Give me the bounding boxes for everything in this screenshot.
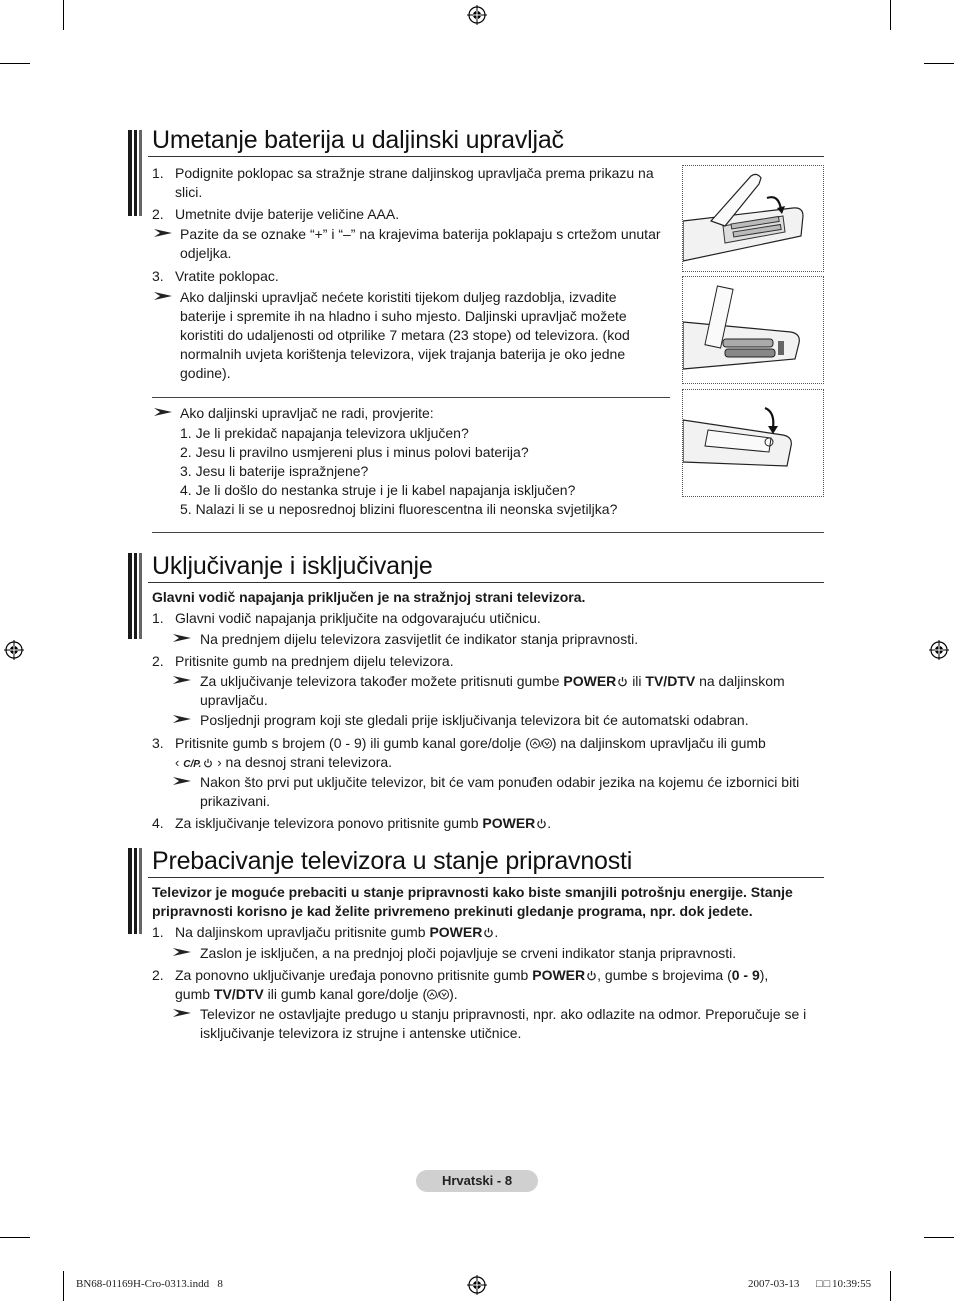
section-rule (148, 877, 824, 878)
note-arrow-icon (153, 228, 173, 238)
power-label: POWER (429, 924, 483, 940)
channel-up-down-icon (530, 738, 552, 749)
step-text-part: Za ponovno uključivanje uređaja ponovno pritisnite gumb (175, 967, 529, 983)
divider (152, 532, 824, 533)
section-bar (128, 848, 142, 934)
note-text: Zaslon je isključen, a na prednjoj ploči pojavljuje se crveni indikator stanja pripravnosti. (200, 945, 737, 961)
step-text-part: Pritisnite gumb s brojem (0 - 9) ili gumb kanal gore/dolje ( (175, 735, 530, 751)
step-text: Vratite poklopac. (175, 268, 279, 284)
step-text-part: ) na daljinskom upravljaču ili gumb (551, 735, 766, 751)
section-intro: Televizor je moguće prebaciti u stanje pripravnosti kako biste smanjili potrošnju energije. Stanje (152, 884, 793, 900)
note-text-part: Za uključivanje televizora također možete pritisnuti gumbe (200, 673, 560, 689)
section-title-batteries: Umetanje baterija u daljinski upravljač (152, 126, 564, 154)
step-number: 3. (152, 735, 164, 751)
note-text: prikazivani. (200, 793, 271, 809)
section-rule (148, 582, 824, 583)
cp-label: C/P. (183, 759, 202, 770)
section-title-power: Uključivanje i isključivanje (152, 552, 433, 580)
step-number: 2. (152, 967, 164, 983)
crop-mark (0, 1237, 30, 1238)
registration-mark-icon (929, 640, 949, 660)
step-text: Podignite poklopac sa stražnje strane daljinskog upravljača prema prikazu na (175, 165, 654, 181)
step-text-part: . (547, 815, 552, 831)
note-text: Ako daljinski upravljač nećete koristiti tijekom duljeg razdoblja, izvadite (180, 289, 617, 305)
note-arrow-icon (172, 776, 192, 786)
step-text: Glavni vodič napajanja priključite na odgovarajuću utičnicu. (175, 610, 541, 626)
registration-mark-icon (467, 5, 487, 25)
note-text: baterije i spremite ih na hladno i suho mjesto. Daljinski upravljač možete (180, 308, 627, 324)
file-slug: BN68-01169H-Cro-0313.indd 8 (76, 1278, 223, 1290)
note-text: Televizor ne ostavljajte predugo u stanju pripravnosti, npr. ako odlazite na odmor. Preporučuje se i (200, 1006, 807, 1022)
step-number: 3. (152, 268, 164, 284)
step-text (175, 734, 766, 752)
slug-date: 2007-03-13 (748, 1278, 800, 1290)
note-text: upravljaču. (200, 692, 268, 708)
note-arrow-icon (153, 407, 173, 417)
note-text: normalnih uvjeta korištenja televizora, vijek trajanja baterija je oko jedne (180, 346, 626, 362)
note-text: Nakon što prvi put uključite televizor, bit će vam ponuđen odabir jezika na kojemu će izbornici biti (200, 774, 800, 790)
note-text: Na prednjem dijelu televizora zasvijetlit će indikator stanja pripravnosti. (200, 631, 639, 647)
chevron-left-icon: ‹ (175, 755, 180, 770)
section-title-standby: Prebacivanje televizora u stanje pripravnosti (152, 847, 633, 875)
step-text: slici. (175, 184, 203, 200)
digits-label: 0 - 9 (731, 967, 760, 983)
registration-mark-icon (4, 640, 24, 660)
note-text: odjeljka. (180, 245, 232, 261)
step-text-part: Na daljinskom upravljaču pritisnite gumb (175, 924, 426, 940)
crop-mark (924, 63, 954, 64)
page-number-badge: Hrvatski - 8 (416, 1170, 538, 1192)
crop-mark (63, 1271, 64, 1301)
power-label: POWER (532, 967, 586, 983)
note-text: godine). (180, 365, 231, 381)
note-text-part: ili (632, 673, 642, 689)
tv-dtv-label: TV/DTV (645, 673, 696, 689)
section-intro: Glavni vodič napajanja priključen je na stražnjoj strani televizora. (152, 589, 586, 605)
check-item: 2. Jesu li pravilno usmjereni plus i minus polovi baterija? (180, 444, 529, 460)
note-arrow-icon (172, 675, 192, 685)
crop-mark (924, 1237, 954, 1238)
step-text-part: ili gumb kanal gore/dolje ( (267, 986, 428, 1002)
section-bar (128, 553, 142, 639)
step-text-part: . (494, 924, 499, 940)
note-text: Posljednji program koji ste gledali prije isključivanja televizora bit će automatski odabran. (200, 712, 749, 728)
svg-text:/: / (539, 739, 543, 749)
step-text: Umetnite dvije baterije veličine AAA. (175, 206, 400, 222)
step-number: 1. (152, 610, 164, 626)
crop-mark (0, 63, 30, 64)
step-text (175, 753, 392, 774)
check-item: 3. Jesu li baterije ispražnjene? (180, 463, 369, 479)
svg-text:/: / (437, 990, 440, 1000)
channel-up-down-icon (427, 989, 449, 1000)
step-text: Pritisnite gumb na prednjem dijelu televizora. (175, 653, 454, 669)
tv-dtv-label: TV/DTV (213, 986, 264, 1002)
slug-glyph: □□ (816, 1278, 832, 1290)
note-arrow-icon (172, 947, 192, 957)
slug-time: 10:39:55 (832, 1278, 872, 1290)
remote-cover-close-illustration (682, 389, 824, 497)
step-text-part: ). (449, 986, 458, 1002)
check-item: 5. Nalazi li se u neposrednoj blizini fluorescentna ili neonska svjetiljka? (180, 501, 618, 517)
chevron-right-icon: › (217, 755, 222, 770)
remote-cover-open-illustration (682, 165, 824, 272)
section-rule (148, 156, 824, 157)
step-number: 4. (152, 815, 164, 831)
note-text-part: na daljinskom (699, 673, 785, 689)
step-number: 2. (152, 653, 164, 669)
step-text (175, 966, 768, 984)
step-text-part: ), (759, 967, 769, 983)
step-text-part: na desnoj strani televizora. (225, 754, 393, 770)
crop-mark (890, 1271, 891, 1301)
section-intro: pripravnosti korisno je kad želite privremeno prekinuti gledanje programa, npr. dok jedete. (152, 903, 753, 919)
power-icon (536, 818, 547, 829)
power-icon (617, 676, 628, 687)
note-text (200, 672, 785, 690)
step-text (175, 814, 551, 832)
step-text-part: gumb (175, 986, 211, 1002)
note-arrow-icon (153, 291, 173, 301)
step-text-part: , gumbe s brojevima ( (597, 967, 732, 983)
step-number: 1. (152, 165, 164, 181)
power-icon (203, 758, 213, 768)
note-arrow-icon (172, 1008, 192, 1018)
step-number: 2. (152, 206, 164, 222)
note-arrow-icon (172, 714, 192, 724)
check-item: 1. Je li prekidač napajanja televizora uključen? (180, 425, 469, 441)
remote-battery-insert-illustration (682, 276, 824, 384)
power-icon (586, 970, 597, 981)
crop-mark (890, 0, 891, 30)
check-item: 4. Je li došlo do nestanka struje i je li kabel napajanja isključen? (180, 482, 576, 498)
step-text (175, 985, 458, 1003)
note-arrow-icon (172, 633, 192, 643)
step-text (175, 923, 498, 941)
section-bar (128, 130, 142, 216)
registration-mark-icon (467, 1275, 487, 1295)
power-label: POWER (563, 673, 617, 689)
power-icon (483, 927, 494, 938)
note-text: isključivanje televizora iz strujne i antenske utičnice. (200, 1025, 522, 1041)
power-label: POWER (482, 815, 536, 831)
crop-mark (63, 0, 64, 30)
step-number: 1. (152, 924, 164, 940)
note-text: koristiti do udaljenosti od otprilike 7 metara (23 stope) od televizora. (kod (180, 327, 630, 343)
step-text-part: Za isključivanje televizora ponovo pritisnite gumb (175, 815, 479, 831)
note-text: Ako daljinski upravljač ne radi, provjerite: (180, 405, 434, 421)
note-text: Pazite da se oznake “+” i “–” na krajevima baterija poklapaju s crtežom unutar (180, 226, 661, 242)
divider (152, 397, 670, 398)
